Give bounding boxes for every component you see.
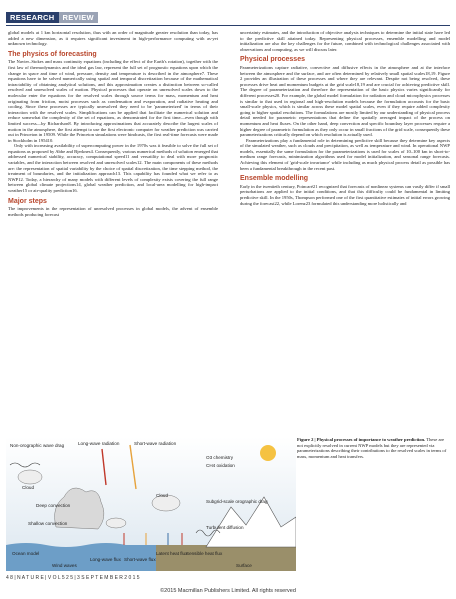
- label-ocean: Ocean model: [12, 551, 40, 556]
- label-turbulent: Turbulent diffusion: [206, 525, 244, 530]
- label-sensible: Sensible heat flux: [186, 551, 223, 556]
- label-cloud-1: Cloud: [22, 485, 35, 490]
- section-tag: RESEARCH: [6, 12, 59, 23]
- paragraph: Only with increasing availability of supercomputing power in the 1970s was it feasible to solve the full set of equations as proposed by Abbe and Bjerknes4. Consequently, various numerical methods of solution emerged that addressed numerical stability, accuracy, computational speed11 and versatility to deal with more prognostic variables, and the interaction between resolved and unresolved scales12. The main components of these methods are: the representation of spatial variability by the choice of spatial discretization, the time stepping method, the treatment of boundaries, and the initialization approach13. This capability has founded what we refer to as NWP12. Today, a hierarchy of many models with different levels of complexity exists covering the full range between global climate projections14, global weather prediction, and local-area modelling for high-impact weather15 or air-quality prediction16.: [8, 143, 218, 194]
- left-column: [8, 30, 218, 217]
- section-header: [6, 12, 98, 23]
- cloud-icon: [18, 470, 42, 484]
- page-footer: 4 8 | N A T U R E | V O L 5 2 5 | 3 S E P T E M B E R 2 0 1 5: [6, 575, 140, 581]
- paragraph: Parameterizations play a fundamental role in determining predictive skill because they determine key aspects of the simulated weather, such as clouds and precipitation, as well as temperature and wind. In operational NWP models, essentially the same formulation for the parameterizations is used for scales of 10–100 km in short-to-medium range forecasts, minimization algorithms used for model initialization, and seasonal range forecasts. Achieving this element of 'grid-scale invariance' while including as much physical process detail as possible has been a fundamental breakthrough in the recent past.: [240, 137, 450, 171]
- land-shape: [156, 545, 296, 571]
- label-o3: O3 chemistry: [206, 455, 234, 460]
- heading-major-steps: Major steps: [8, 197, 47, 205]
- label-lw-flux: Long-wave flux: [90, 557, 121, 562]
- paragraph: The Navier–Stokes and mass continuity equations (including the effect of the Earth's rotation), together with the first law of thermodynamics and the ideal gas law, represent the full set of prognostic equations upon which the change in space and time of wind, pressure, density and temperature is described in the atmosphere7. These equations have to be solved numerically using spatial and temporal discretization because of the mathematical intractability of obtaining analytical solutions, and this approximation creates a distinction between so-called resolved and unresolved scales of motion. Physical processes that operate on unresolved scales down to the molecular enter the equations for the resolved scales through source terms for mass, momentum and heat originating from friction, moist processes such as condensation and evaporation, and radiative heating and cooling. Since these processes are typically unresolved they need to be 'parameterized' in terms of their interaction with the resolved scales. Simplifications can be applied that facilitate the numerical solution and reduce somewhat the complexity of the set of equations, as demonstrated for the first time—even though with limited success—by Richardson8. By introducing approximations that accurately describe the largest scales of motion in the atmosphere, the first attempt to use the first electronic computer for weather prediction was carried out in Princeton in 19509. While the Princeton simulations were hindcasts, the first real-time forecasts were made in Stockholm in 195410.: [8, 59, 218, 143]
- paragraph: Early in the twentieth century, Poincaré21 recognized that forecasts of nonlinear systems can vastly differ if small perturbations are applied to the initial conditions, and that this difficulty could be fundamental in limiting predictive skill. In the 1950s, Thompson performed one of the first quantitative estimates of initial errors growing during the forecast22, while Lorenz23 formulated this understanding more holistically and: [240, 183, 450, 206]
- label-surface: Surface: [236, 563, 252, 568]
- paragraph: Parameterizations capture radiative, convective and diffusive effects in the atmosphere and at the interface between the atmosphere and the surface, and are often determined by relatively small spatial scales18,19. Figure 2 provides an illustration of these processes and where they are relevant. Despite not being resolved, these processes drive heat and momentum budgets at the grid scale18,19 and are crucial for achieving predictive skill. The degree of parameterization and therefore the representation of the basic physics varies significantly for different processes20. For example, the global model formulation for radiation and cloud microphysics processes is similar to that used in regional and high-resolution models because the formulation accounts for the basic small-scale physics, which is similar across these model spatial scales, even if they require added complexity going to higher spatial resolutions. The formulations are mostly limited by our understanding of physical process detail needed for parametric representations that define the spatially averaged impact of the process on momentum and heat fluxes. On the other hand, deep convection and specific boundary layer processes require a higher degree of parametric formulation as they only occur in small fractions of the grid scale, consequently these parameterizations critically depend on which resolution is actually used.: [240, 64, 450, 138]
- right-intro: uncertainty estimates, and the introduction of objective analysis techniques to determine the initial state have led to the predictive skill attained today. Representing physical processes, ensemble modelling and model initialization are also the key challenges for the future, combined with technological challenges associated with observations and computing, as we will discuss later.: [240, 30, 450, 52]
- figure-caption: [297, 437, 447, 459]
- label-non-orographic: Non-orographic wave drag: [10, 443, 65, 448]
- caption-title: Figure 2 | Physical processes of importance to weather prediction.: [297, 437, 426, 442]
- heading-ensemble-modelling: Ensemble modelling: [240, 175, 309, 183]
- label-ch4: CH4 oxidation: [206, 463, 235, 468]
- label-latent: Latent heat flux: [156, 551, 188, 556]
- label-subgrid: Subgrid-scale orographic drag: [206, 499, 268, 504]
- label-shallow-convection: Shallow convection: [28, 521, 68, 526]
- paragraph: The improvements in the representation of unresolved processes in global models, the advent of ensemble methods producing forecast: [8, 206, 218, 217]
- label-deep-convection: Deep convection: [36, 503, 71, 508]
- left-intro: global models at 1 km horizontal resolution, thus with an order of magnitude greater resolution than today, has added a new dimension, as it requires significant investment in high-performance computing with as-yet unknown technology.: [8, 30, 218, 47]
- heading-physical-processes: Physical processes: [240, 56, 305, 64]
- caption-text: These are not explicitly resolved in current NWP models but they are represented via parameterizations describing their contributions to the resolved scales in terms of mass, momentum and heat transfers.: [297, 437, 447, 459]
- copyright-notice: ©2015 Macmillan Publishers Limited. All rights reserved: [160, 588, 296, 594]
- sun-icon: [260, 445, 276, 461]
- header-rule: [6, 25, 450, 26]
- shallow-cloud-icon: [106, 518, 126, 528]
- heading-physics-of-forecasting: The physics of forecasting: [8, 50, 97, 58]
- label-sw-flux: Short-wave flux: [124, 557, 156, 562]
- label-wind-waves: Wind waves: [52, 563, 77, 568]
- process-diagram: [6, 437, 296, 571]
- label-shortwave: Short-wave radiation: [134, 441, 177, 446]
- label-cloud-2: Cloud: [156, 493, 169, 498]
- label-longwave: Long-wave radiation: [78, 441, 120, 446]
- right-column: [240, 30, 450, 206]
- article-type-tag: REVIEW: [59, 12, 98, 23]
